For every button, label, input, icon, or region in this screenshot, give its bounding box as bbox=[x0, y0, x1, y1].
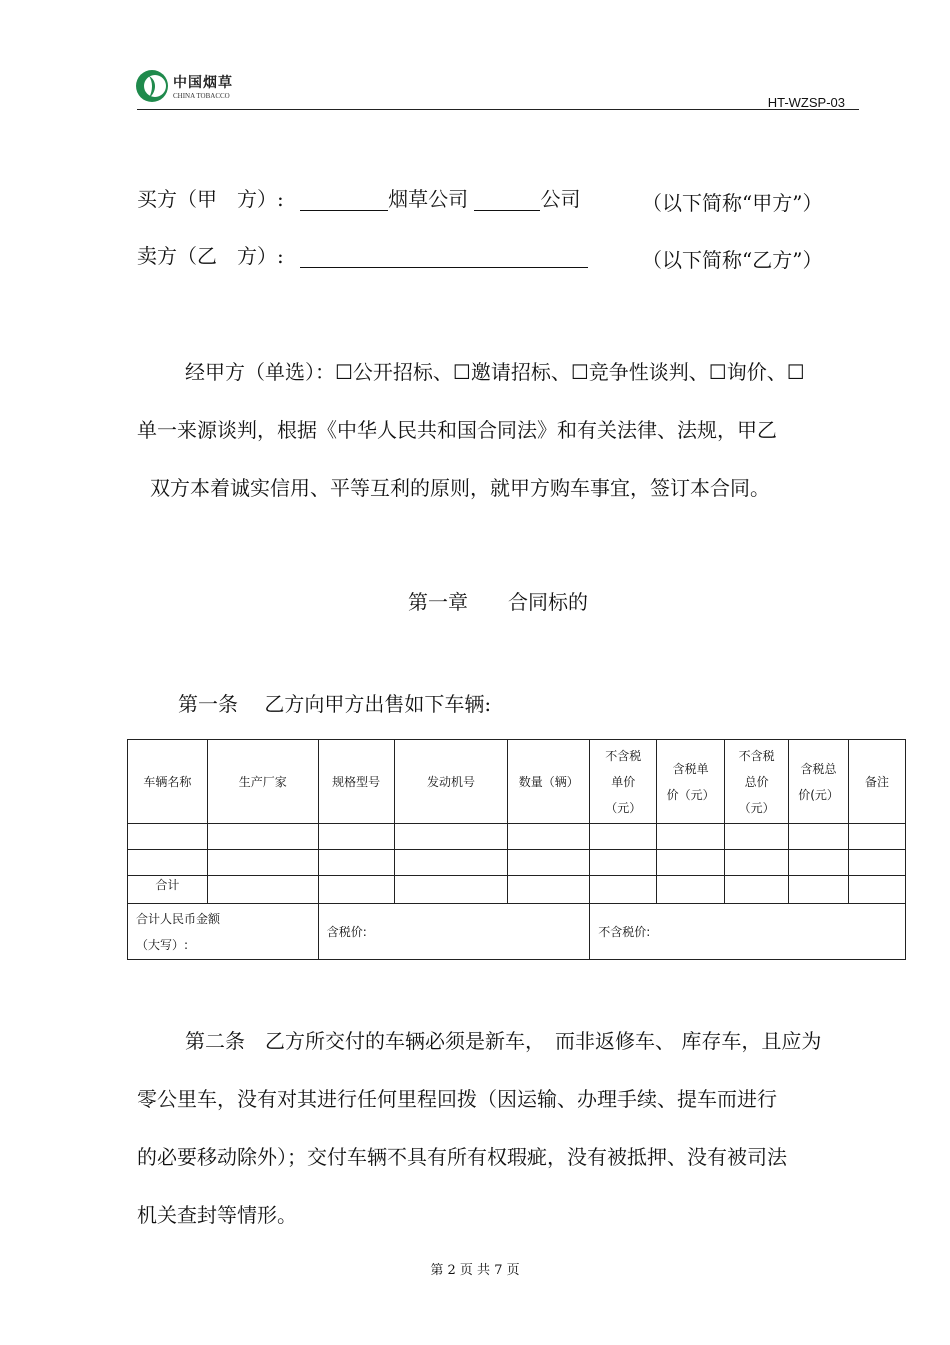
seller-blank[interactable] bbox=[300, 247, 588, 268]
table-cell[interactable] bbox=[657, 876, 725, 904]
header-manufacturer: 生产厂家 bbox=[207, 740, 318, 824]
amount-label-2: （大写）: bbox=[136, 937, 189, 952]
china-tobacco-logo bbox=[135, 68, 247, 106]
table-cell[interactable] bbox=[394, 824, 508, 850]
table-cell[interactable] bbox=[508, 876, 590, 904]
page-number: 第 2 页 共 7 页 bbox=[430, 1263, 520, 1278]
amount-label-1: 合计人民币金额 bbox=[136, 911, 221, 926]
table-cell[interactable] bbox=[849, 824, 906, 850]
preamble-line-1: 经甲方（单选）：☐公开招标、☐邀请招标、☐竞争性谈判、☐询价、☐ bbox=[185, 360, 805, 384]
table-cell[interactable] bbox=[318, 824, 394, 850]
header-rule bbox=[137, 109, 859, 110]
table-cell[interactable] bbox=[590, 876, 657, 904]
buyer-mid-text: 烟草公司 bbox=[388, 187, 469, 211]
logo-chinese-text: 中国烟草 bbox=[173, 75, 233, 91]
table-cell[interactable] bbox=[508, 850, 590, 876]
table-cell[interactable] bbox=[590, 850, 657, 876]
total-row bbox=[128, 876, 906, 904]
vehicle-table bbox=[127, 739, 906, 960]
logo-english-text: CHINA TOBACCO bbox=[173, 92, 230, 100]
preamble-line-2: 单一来源谈判，根据《中华人民共和国合同法》和有关法律、法规，甲乙 bbox=[137, 418, 777, 442]
table-cell[interactable] bbox=[394, 876, 508, 904]
buyer-label: 买方（甲 方）: bbox=[137, 187, 284, 211]
preamble-line-3: 双方本着诚实信用、平等互利的原则，就甲方购车事宜，签订本合同。 bbox=[150, 476, 770, 500]
table-cell[interactable] bbox=[725, 876, 789, 904]
table-cell[interactable] bbox=[207, 876, 318, 904]
tax-incl-label: 含税价: bbox=[326, 924, 367, 939]
table-header-row bbox=[128, 740, 906, 824]
table-cell[interactable] bbox=[789, 876, 849, 904]
table-row bbox=[128, 850, 906, 876]
table-cell[interactable] bbox=[318, 876, 394, 904]
table-cell[interactable] bbox=[318, 850, 394, 876]
table-cell[interactable] bbox=[725, 850, 789, 876]
header-engine-no: 发动机号 bbox=[394, 740, 508, 824]
tax-excl-cell[interactable] bbox=[590, 904, 906, 960]
header-model: 规格型号 bbox=[318, 740, 394, 824]
article-1: 第一条 乙方向甲方出售如下车辆: bbox=[178, 692, 492, 716]
table-cell[interactable] bbox=[207, 824, 318, 850]
buyer-blank-1[interactable] bbox=[300, 190, 388, 211]
table-row bbox=[128, 824, 906, 850]
tobacco-leaf-icon bbox=[135, 68, 169, 104]
header-vehicle-name: 车辆名称 bbox=[128, 740, 208, 824]
seller-label: 卖方（乙 方）: bbox=[137, 244, 284, 268]
tax-incl-cell[interactable] bbox=[318, 904, 590, 960]
table-cell[interactable] bbox=[789, 850, 849, 876]
header-unit-price-excl-tax: 不含税 单价 （元） bbox=[590, 740, 657, 824]
article-2-line-2: 零公里车，没有对其进行任何里程回拨（因运输、办理手续、提车而进行 bbox=[137, 1087, 777, 1111]
tax-excl-label: 不含税价: bbox=[598, 924, 651, 939]
table-cell[interactable] bbox=[394, 850, 508, 876]
table-cell[interactable] bbox=[207, 850, 318, 876]
table-cell[interactable] bbox=[725, 824, 789, 850]
seller-line bbox=[137, 244, 588, 268]
article-2-line-3: 的必要移动除外）；交付车辆不具有所有权瑕疵，没有被抵押、没有被司法 bbox=[137, 1145, 787, 1169]
table-cell[interactable] bbox=[128, 850, 208, 876]
seller-alias: （以下简称“乙方”） bbox=[642, 248, 823, 272]
header-unit-price-incl-tax: 含税单 价（元） bbox=[657, 740, 725, 824]
buyer-line bbox=[137, 187, 580, 211]
table-cell[interactable] bbox=[789, 824, 849, 850]
header-total-excl-tax: 不含税 总价 （元） bbox=[725, 740, 789, 824]
header-remarks: 备注 bbox=[849, 740, 906, 824]
total-label: 合计 bbox=[128, 876, 208, 904]
table-cell[interactable] bbox=[128, 824, 208, 850]
buyer-alias: （以下简称“甲方”） bbox=[642, 191, 823, 215]
table-cell[interactable] bbox=[849, 876, 906, 904]
amount-label-cell bbox=[128, 904, 319, 960]
table-cell[interactable] bbox=[849, 850, 906, 876]
buyer-blank-2[interactable] bbox=[474, 190, 540, 211]
chapter-title: 第一章 合同标的 bbox=[408, 590, 588, 614]
table-cell[interactable] bbox=[508, 824, 590, 850]
article-2-line-4: 机关查封等情形。 bbox=[137, 1203, 297, 1227]
document-number: HT-WZSP-03 bbox=[767, 95, 845, 110]
header-quantity: 数量（辆） bbox=[508, 740, 590, 824]
article-2-line-1: 第二条 乙方所交付的车辆必须是新车， 而非返修车、 库存车，且应为 bbox=[185, 1029, 822, 1053]
table-cell[interactable] bbox=[590, 824, 657, 850]
header-total-incl-tax: 含税总 价(元） bbox=[789, 740, 849, 824]
table-cell[interactable] bbox=[657, 850, 725, 876]
table-cell[interactable] bbox=[657, 824, 725, 850]
buyer-end-text: 公司 bbox=[540, 187, 581, 211]
amount-row bbox=[128, 904, 906, 960]
